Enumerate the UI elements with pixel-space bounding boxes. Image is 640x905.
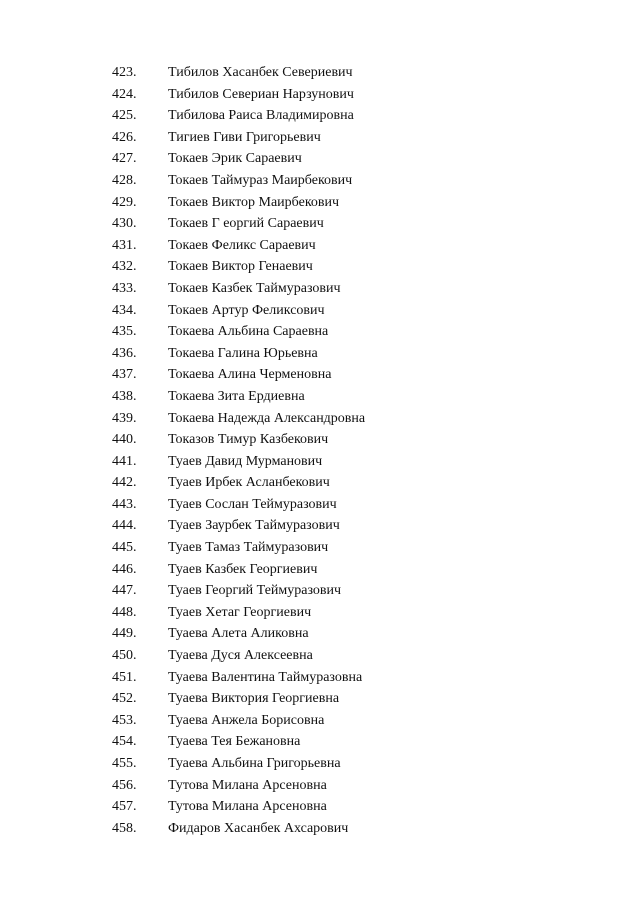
item-number: 433. (112, 280, 137, 296)
item-full-name: Туаева Виктория Георгиевна (168, 691, 340, 707)
list-item (0, 688, 640, 710)
item-full-name: Туаев Хетаг Георгиевич (168, 604, 312, 620)
list-item (0, 667, 640, 689)
item-full-name: Тибилов Хасанбек Севериевич (168, 65, 353, 80)
item-number: 436. (112, 345, 137, 361)
item-full-name: Туаева Тея Бежановна (168, 734, 301, 750)
item-number: 439. (112, 410, 137, 426)
name-list (0, 62, 640, 839)
item-full-name: Тибилова Раиса Владимировна (168, 108, 354, 124)
item-full-name: Тутова Милана Арсеновна (168, 799, 327, 815)
list-item (0, 559, 640, 581)
item-full-name: Туаев Заурбек Таймуразович (168, 518, 340, 534)
item-full-name: Токаева Альбина Сараевна (168, 324, 329, 340)
list-item (0, 235, 640, 257)
item-number: 451. (112, 669, 137, 685)
item-number: 442. (112, 475, 137, 491)
item-number: 441. (112, 453, 137, 469)
list-item (0, 105, 640, 127)
list-item (0, 818, 640, 840)
item-full-name: Туаев Георгий Теймуразович (168, 583, 342, 599)
list-item (0, 256, 640, 278)
item-number: 447. (112, 583, 137, 599)
list-item (0, 537, 640, 559)
list-item (0, 710, 640, 732)
list-item (0, 364, 640, 386)
item-number: 426. (112, 129, 137, 145)
list-item (0, 580, 640, 602)
item-number: 458. (112, 820, 137, 836)
item-number: 427. (112, 151, 137, 167)
item-full-name: Токаев Г еоргий Сараевич (168, 216, 324, 232)
item-number: 454. (112, 734, 137, 750)
list-item (0, 731, 640, 753)
list-item (0, 62, 640, 84)
item-number: 440. (112, 432, 137, 448)
item-full-name: Токаев Виктор Маирбекович (168, 194, 340, 210)
item-number: 431. (112, 237, 137, 253)
list-item (0, 148, 640, 170)
list-item (0, 300, 640, 322)
item-number: 445. (112, 540, 137, 556)
item-full-name: Туаев Тамаз Таймуразович (168, 540, 329, 556)
item-number: 444. (112, 518, 137, 534)
list-item (0, 494, 640, 516)
item-full-name: Токаев Таймураз Маирбекович (168, 172, 353, 188)
item-number: 432. (112, 259, 137, 275)
item-full-name: Туаева Альбина Григорьевна (168, 756, 341, 771)
item-full-name: Токаев Феликс Сараевич (168, 237, 316, 253)
item-full-name: Тутова Милана Арсеновна (168, 777, 327, 793)
item-number: 423. (112, 65, 137, 80)
item-number: 453. (112, 712, 137, 728)
list-item (0, 775, 640, 797)
item-number: 424. (112, 86, 137, 102)
item-full-name: Туаев Давид Мурманович (168, 453, 323, 469)
item-full-name: Тибилов Севериан Нарзунович (168, 86, 354, 102)
item-number: 449. (112, 626, 137, 642)
item-full-name: Токаева Алина Черменовна (168, 367, 332, 383)
list-item (0, 623, 640, 645)
item-full-name: Туаева Алета Аликовна (168, 626, 309, 642)
item-full-name: Туаев Сослан Теймуразович (168, 496, 337, 512)
list-item (0, 127, 640, 149)
item-number: 450. (112, 648, 137, 664)
list-item (0, 602, 640, 624)
item-number: 455. (112, 756, 137, 771)
item-number: 428. (112, 172, 137, 188)
item-full-name: Токаева Зита Ердиевна (168, 388, 305, 404)
list-item (0, 386, 640, 408)
item-number: 457. (112, 799, 137, 815)
item-full-name: Токазов Тимур Казбекович (168, 432, 329, 448)
list-item (0, 472, 640, 494)
item-full-name: Токаев Эрик Сараевич (168, 151, 302, 167)
list-item (0, 796, 640, 818)
item-number: 452. (112, 691, 137, 707)
list-item (0, 645, 640, 667)
list-item (0, 192, 640, 214)
item-full-name: Туаева Валентина Таймуразовна (168, 669, 363, 685)
item-number: 443. (112, 496, 137, 512)
item-full-name: Тигиев Гиви Григорьевич (168, 129, 321, 145)
list-item (0, 278, 640, 300)
item-full-name: Туаев Ирбек Асланбекович (168, 475, 330, 491)
item-number: 434. (112, 302, 137, 318)
list-item (0, 170, 640, 192)
item-number: 435. (112, 324, 137, 340)
item-number: 438. (112, 388, 137, 404)
item-full-name: Токаев Артур Феликсович (168, 302, 325, 318)
item-full-name: Туаев Казбек Георгиевич (168, 561, 318, 577)
item-full-name: Токаева Галина Юрьевна (168, 345, 318, 361)
list-item (0, 429, 640, 451)
list-item (0, 451, 640, 473)
list-item (0, 753, 640, 775)
list-item (0, 321, 640, 343)
item-full-name: Токаев Казбек Таймуразович (168, 280, 341, 296)
list-item (0, 84, 640, 106)
item-full-name: Туаева Дуся Алексеевна (168, 648, 313, 664)
list-item (0, 408, 640, 430)
item-full-name: Фидаров Хасанбек Ахсарович (168, 820, 349, 836)
item-number: 425. (112, 108, 137, 124)
item-full-name: Туаева Анжела Борисовна (168, 712, 325, 728)
item-number: 430. (112, 216, 137, 232)
item-number: 429. (112, 194, 137, 210)
item-full-name: Токаева Надежда Александровна (168, 410, 366, 426)
item-number: 446. (112, 561, 137, 577)
item-number: 448. (112, 604, 137, 620)
item-number: 456. (112, 777, 137, 793)
list-item (0, 515, 640, 537)
item-number: 437. (112, 367, 137, 383)
item-full-name: Токаев Виктор Генаевич (168, 259, 313, 275)
list-item (0, 213, 640, 235)
list-item (0, 343, 640, 365)
